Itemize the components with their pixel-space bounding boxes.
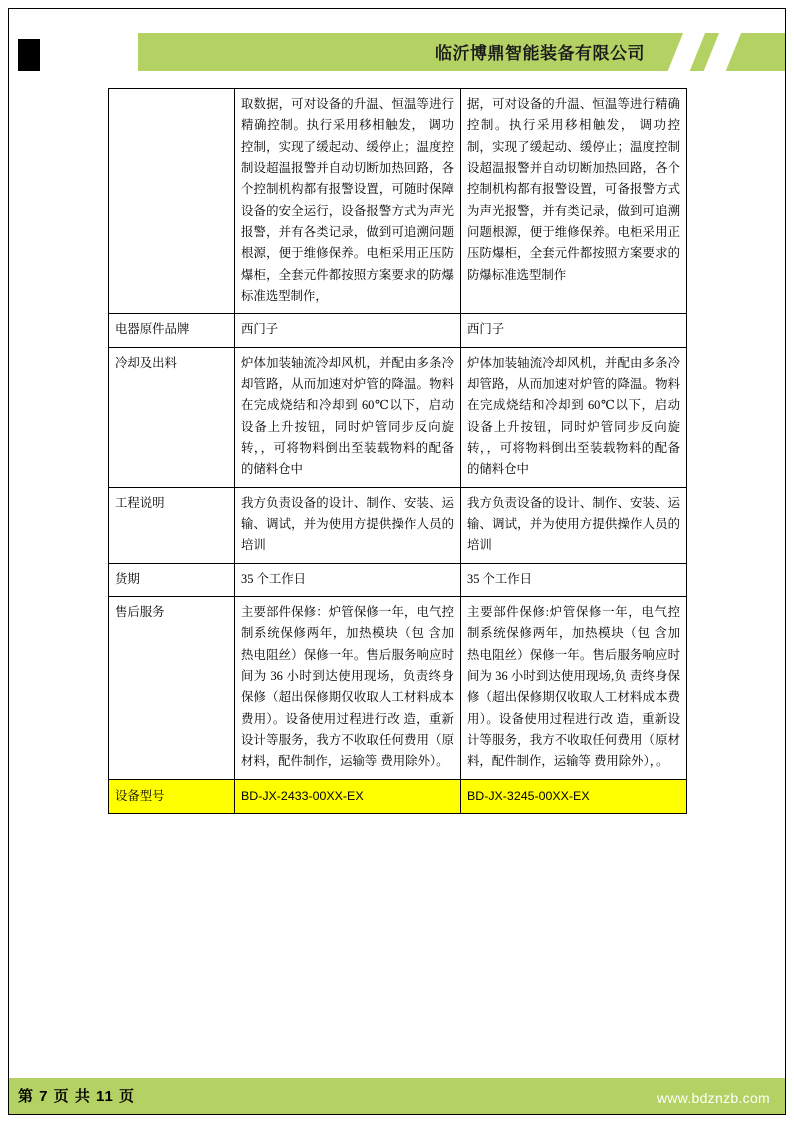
- row-value-model-a: 西门子: [235, 314, 461, 347]
- page-number: 第 7 页 共 11 页: [18, 1088, 136, 1105]
- header-black-block: [18, 39, 40, 71]
- row-label: [109, 89, 235, 314]
- row-value-model-a: 炉体加装轴流冷却风机，并配由多条冷却管路，从而加速对炉管的降温。物料在完成烧结和冷却到 60℃以下，启动设备上升按钮，同时炉管同步反向旋转，，可将物料倒出至装载物料的配备的储料仓中: [235, 347, 461, 487]
- website-url: www.bdznzb.com: [656, 1090, 770, 1106]
- specification-table-wrapper: [108, 88, 686, 814]
- model-code-b: BD-JX-3245-00XX-EX: [461, 779, 687, 813]
- table-row: [109, 89, 687, 314]
- row-label: 货期: [109, 563, 235, 596]
- table-row: [109, 487, 687, 563]
- row-label: 冷却及出料: [109, 347, 235, 487]
- row-value-model-b: 主要部件保修:炉管保修一年，电气控制系统保修两年，加热模块（包 含加热电阻丝）保修一年。售后服务响应时间为 36 小时到达使用现场,负 责终身保修（超出保修期仅收取人工材料成本费用）。设备使用过程进行改 造，重新设计等服务，我方不收取任何费用（原材料，配件制作，运输等 费用除外），。: [461, 596, 687, 779]
- page-header: [9, 9, 785, 71]
- row-label-model: 设备型号: [109, 779, 235, 813]
- row-value-model-a: 主要部件保修：炉管保修一年，电气控制系统保修两年，加热模块（包 含加热电阻丝）保修一年。售后服务响应时间为 36 小时到达使用现场，负责终身保修（超出保修期仅收取人工材料成本费用）。设备使用过程进行改 造，重新设计等服务，我方不收取任何费用（原材料，配件制作，运输等 费用除外）。: [235, 596, 461, 779]
- specification-table: [108, 88, 687, 814]
- row-value-model-a: 取数据，可对设备的升温、恒温等进行精确控制。执行采用移相触发， 调功控制，实现了缓起动、缓停止；温度控制设超温报警并自动切断加热回路，各个控制机构都有报警设置，可随时保障设备的安全运行，设备报警方式为声光报警，并有各类记录，做到可追溯问题根源，便于维修保养。电柜采用正压防爆柜，全套元件都按照方案要求的防爆标准选型制作，: [235, 89, 461, 314]
- row-value-model-b: 据，可对设备的升温、恒温等进行精确控制。执行采用移相触发， 调功控制，实现了缓起动、缓停止；温度控制设超温报警并自动切断加热回路，各个控制机构都有报警设置，可备报警方式为声光报警，并有类记录，做到可追溯问题根源，便于维修保养。电柜采用正压防爆柜，全套元件都按照方案要求的防爆标准选型制作: [461, 89, 687, 314]
- row-label: 售后服务: [109, 596, 235, 779]
- company-name: 临沂博鼎智能装备有限公司: [435, 44, 645, 63]
- row-value-model-b: 我方负责设备的设计、制作、安装、运输、调试，并为使用方提供操作人员的培训: [461, 487, 687, 563]
- table-row: [109, 314, 687, 347]
- table-row: [109, 563, 687, 596]
- table-row: [109, 596, 687, 779]
- row-value-model-b: 西门子: [461, 314, 687, 347]
- row-label: 工程说明: [109, 487, 235, 563]
- row-value-model-b: 35 个工作日: [461, 563, 687, 596]
- table-row: [109, 347, 687, 487]
- row-value-model-a: 我方负责设备的设计、制作、安装、运输、调试，并为使用方提供操作人员的培训: [235, 487, 461, 563]
- row-label: 电器原件品牌: [109, 314, 235, 347]
- row-value-model-a: 35 个工作日: [235, 563, 461, 596]
- model-code-a: BD-JX-2433-00XX-EX: [235, 779, 461, 813]
- header-slash-decoration: [659, 33, 785, 71]
- table-row-model-highlight: [109, 779, 687, 813]
- row-value-model-b: 炉体加装轴流冷却风机，并配由多条冷却管路，从而加速对炉管的降温。物料在完成烧结和冷却到 60℃以下，启动设备上升按钮，同时炉管同步反向旋转，，可将物料倒出至装载物料的配备的储料仓中: [461, 347, 687, 487]
